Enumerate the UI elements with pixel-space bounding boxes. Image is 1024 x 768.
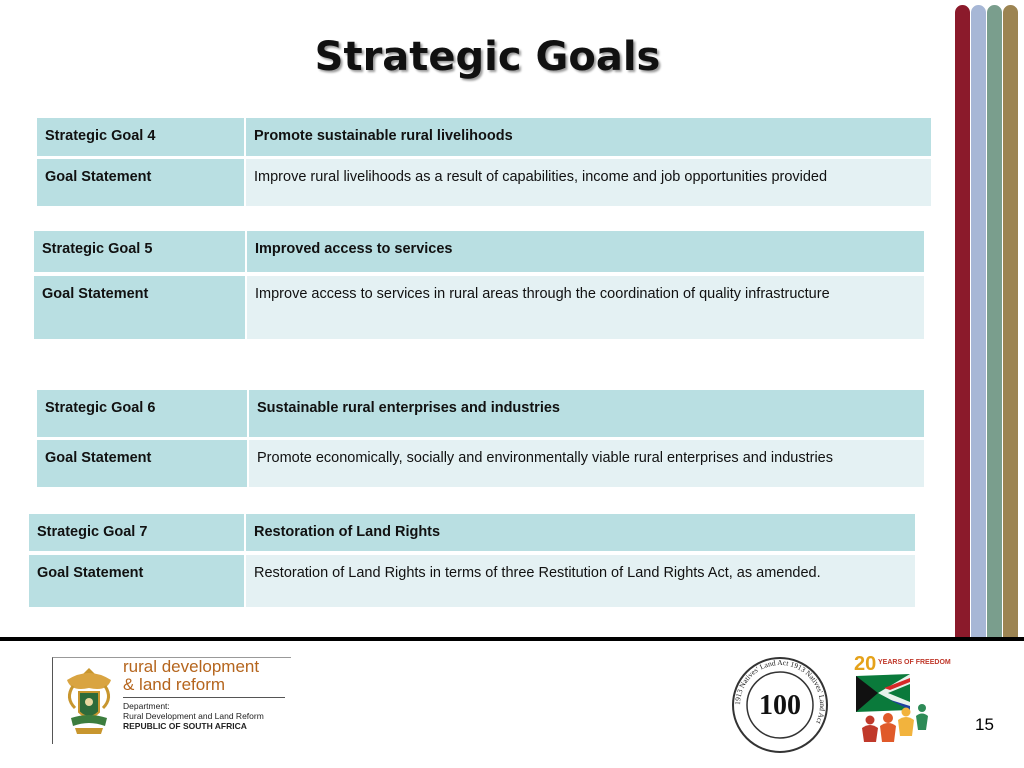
goal-statement: Restoration of Land Rights in terms of three Restitution of Land Rights Act, as amended. bbox=[246, 555, 915, 607]
goal-statement-label: Goal Statement bbox=[34, 276, 245, 339]
coat-of-arms-icon bbox=[59, 664, 119, 736]
goal-name: Restoration of Land Rights bbox=[246, 514, 915, 551]
logo-line-1: rural development bbox=[123, 657, 260, 676]
footer-divider bbox=[0, 637, 1024, 641]
stripe-green bbox=[987, 5, 1002, 640]
freedom-text: YEARS OF FREEDOM bbox=[878, 659, 951, 666]
freedom-number: 20 bbox=[854, 653, 877, 675]
goal-label: Strategic Goal 5 bbox=[34, 231, 245, 272]
goal-name: Promote sustainable rural livelihoods bbox=[246, 118, 931, 156]
goal-name: Improved access to services bbox=[247, 231, 924, 272]
goal-statement: Improve access to services in rural areas through the coordination of quality infrastructure bbox=[247, 276, 924, 339]
decorative-stripes bbox=[955, 5, 1019, 640]
goal-table-5 bbox=[34, 231, 924, 339]
goal-header-row bbox=[29, 514, 915, 551]
twenty-years-freedom-logo bbox=[848, 650, 951, 750]
department-name: Rural Development and Land Reform bbox=[123, 711, 264, 721]
goal-label: Strategic Goal 6 bbox=[37, 390, 247, 437]
land-act-centenary-seal bbox=[730, 655, 830, 755]
goal-statement-label: Goal Statement bbox=[29, 555, 244, 607]
goal-statement: Improve rural livelihoods as a result of capabilities, income and job opportunities provided bbox=[246, 159, 931, 206]
country-name: REPUBLIC OF SOUTH AFRICA bbox=[123, 721, 247, 731]
goal-header-row bbox=[34, 231, 924, 272]
stripe-maroon bbox=[955, 5, 970, 640]
department-label: Department: bbox=[123, 701, 170, 711]
seal-ring-text: 1913 Natives' Land Act 1913 Natives' Land Act bbox=[732, 657, 828, 726]
goal-statement-row bbox=[37, 440, 924, 487]
goal-table-4 bbox=[37, 118, 931, 206]
goal-statement-row bbox=[37, 159, 931, 206]
department-logo bbox=[52, 657, 291, 744]
slide-title: Strategic Goals bbox=[314, 34, 661, 80]
goal-statement: Promote economically, socially and environmentally viable rural enterprises and industries bbox=[249, 440, 924, 487]
goal-statement-label: Goal Statement bbox=[37, 440, 247, 487]
department-text bbox=[123, 701, 264, 731]
goal-label: Strategic Goal 7 bbox=[29, 514, 244, 551]
stripe-gold bbox=[1003, 5, 1018, 640]
goal-table-7 bbox=[29, 514, 915, 607]
stripe-blue bbox=[971, 5, 986, 640]
goal-name: Sustainable rural enterprises and industries bbox=[249, 390, 924, 437]
goal-statement-row bbox=[34, 276, 924, 339]
page-number: 15 bbox=[975, 715, 994, 734]
logo-line-2: & land reform bbox=[123, 675, 226, 694]
goal-label: Strategic Goal 4 bbox=[37, 118, 244, 156]
seal-number: 100 bbox=[759, 690, 801, 721]
logo-wordmark bbox=[123, 658, 259, 694]
logo-divider bbox=[123, 697, 285, 698]
goal-table-6 bbox=[37, 390, 924, 487]
goal-header-row bbox=[37, 118, 931, 156]
goal-statement-row bbox=[29, 555, 915, 607]
goal-header-row bbox=[37, 390, 924, 437]
goal-statement-label: Goal Statement bbox=[37, 159, 244, 206]
